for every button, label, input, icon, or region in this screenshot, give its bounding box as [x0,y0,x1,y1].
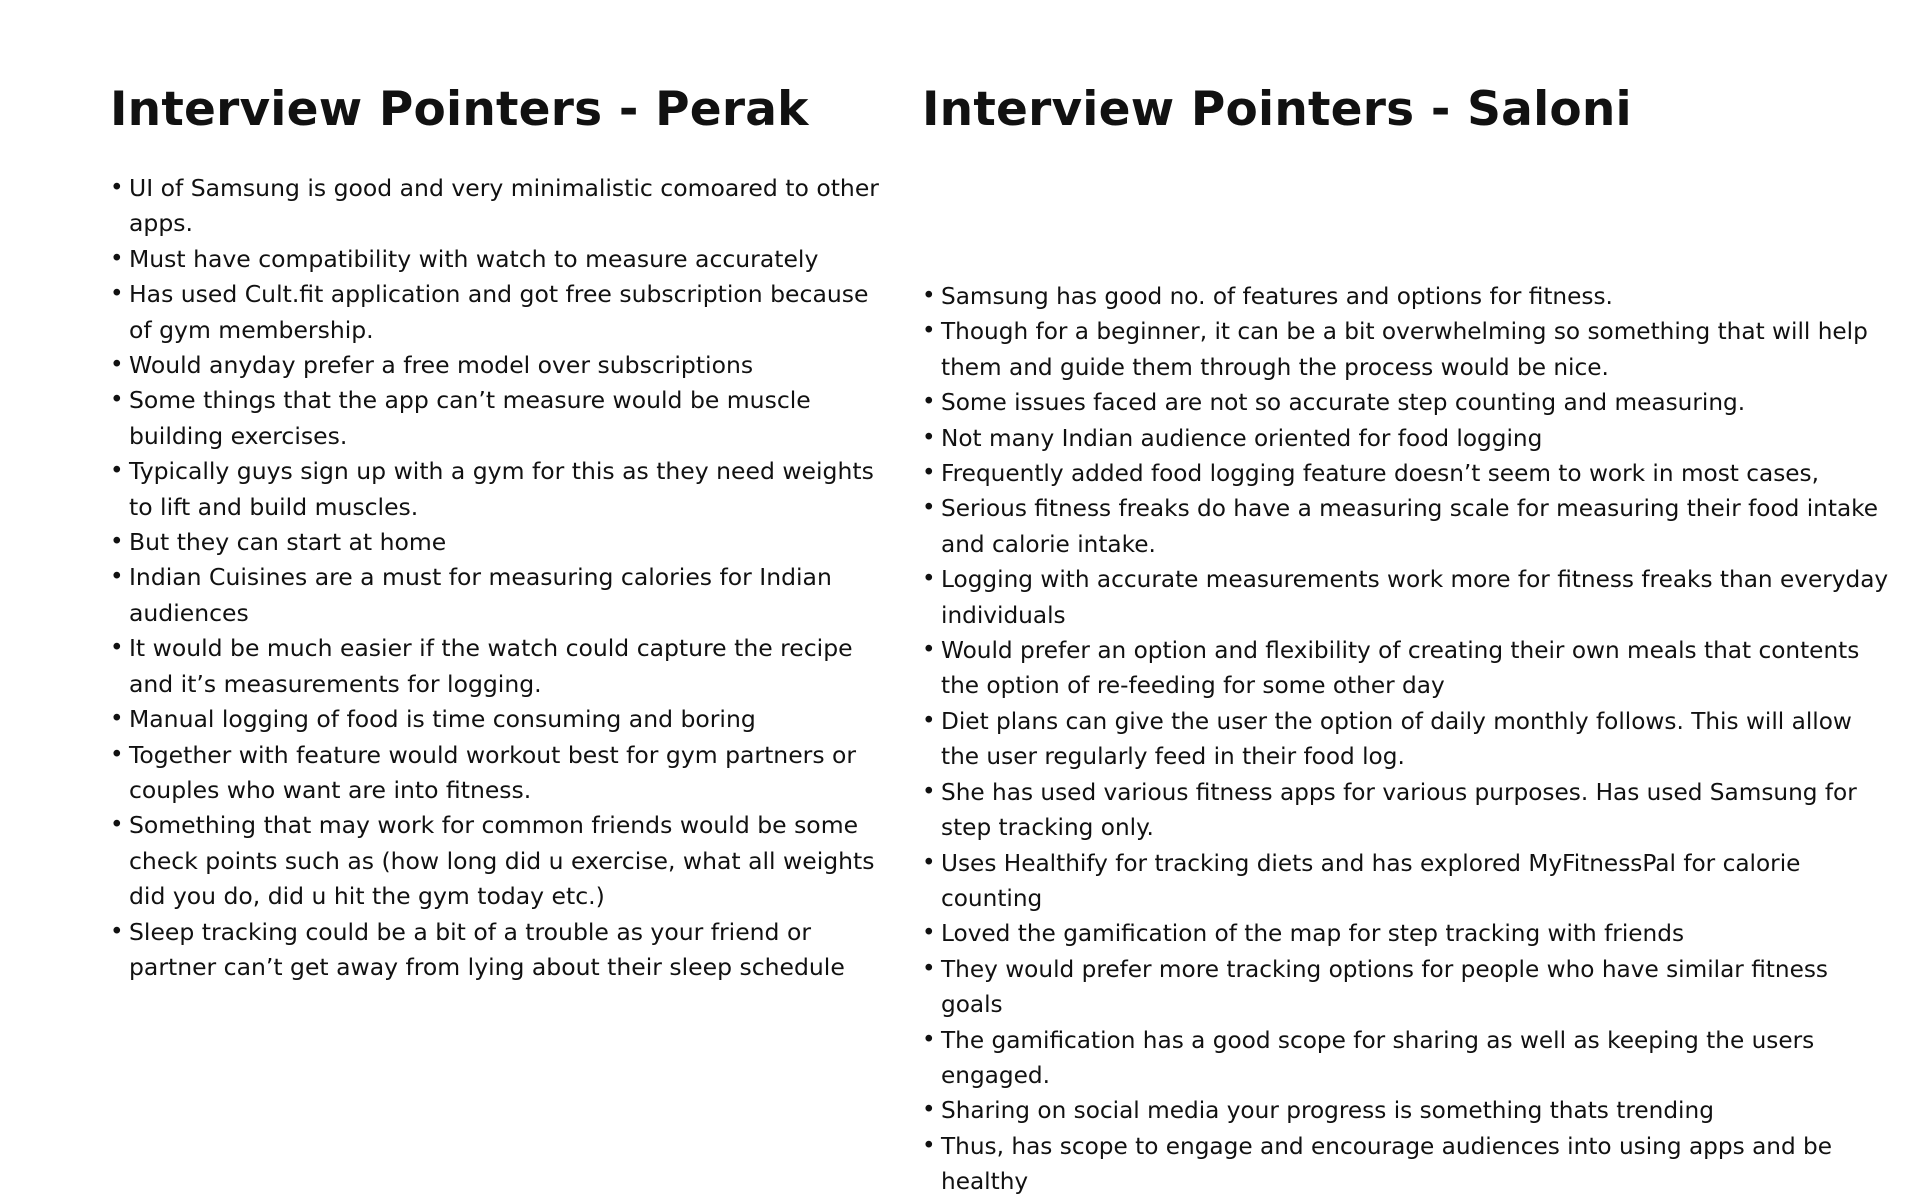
list-item [922,952,1897,1023]
pointer-text: Must have compatibility with watch to measure accurately [129,244,819,273]
bullet-icon: • [110,741,124,768]
list-item [922,491,1897,562]
bullet-icon: • [110,635,124,662]
pointer-text: Something that may work for common friends would be some check points such as (how long did u exercise, what all weights did you do, did u hit the gym today etc.) [129,811,875,911]
bullet-icon: • [110,529,124,556]
list-item [922,1023,1897,1094]
pointer-text: Manual logging of food is time consuming and boring [129,705,756,734]
bullet-icon: • [922,1097,936,1124]
list-item [110,171,890,242]
pointer-text: Logging with accurate measurements work more for fitness freaks than everyday individuals [941,566,1889,629]
list-item [110,915,890,986]
pointer-text: Thus, has scope to engage and encourage audiences into using apps and be healthy [941,1132,1833,1196]
list-item [110,454,890,525]
bullet-icon: • [110,175,124,201]
pointer-text: Together with feature would workout best for gym partners or couples who want are into fitness. [129,740,857,804]
list-item [922,421,1897,456]
bullet-icon: • [922,318,936,345]
list-item [110,702,890,737]
bullet-icon: • [922,849,936,876]
bullet-icon: • [922,389,936,416]
bullet-icon: • [110,245,124,272]
bullet-icon: • [110,706,124,733]
pointer-text: Would anyday prefer a free model over subscriptions [129,351,754,380]
bullet-icon: • [922,637,936,664]
pointer-text: UI of Samsung is good and very minimalistic comoared to other apps. [129,174,879,238]
bullet-icon: • [110,281,124,308]
list-item [922,456,1897,491]
pointer-text: Samsung has good no. of features and options for fitness. [941,283,1613,310]
list-item [110,348,890,383]
pointer-text: Uses Healthify for tracking diets and has explored MyFitnessPal for calorie counting [941,849,1801,912]
pointer-text: Some things that the app can’t measure would be muscle building exercises. [129,386,811,450]
bullet-icon: • [922,707,936,734]
pointer-text: Not many Indian audience oriented for food logging [941,424,1543,452]
pointer-text: Typically guys sign up with a gym for this as they need weights to lift and build muscles. [129,457,874,521]
list-item [922,775,1897,846]
saloni-title: Interview Pointers - Saloni [922,82,1632,137]
bullet-icon: • [922,1026,936,1053]
bullet-icon: • [110,812,124,839]
bullet-icon: • [922,566,936,593]
list-item [110,242,890,277]
list-item [922,1129,1897,1200]
pointer-text: Serious fitness freaks do have a measuring scale for measuring their food intake and calorie intake. [941,495,1879,558]
saloni-pointer-list [922,279,1897,1200]
perak-section [110,78,890,981]
perak-title: Interview Pointers - Perak [110,82,809,137]
bullet-icon: • [110,352,124,379]
bullet-icon: • [922,283,936,309]
list-item [922,633,1897,704]
pointer-text: The gamification has a good scope for sharing as well as keeping the users engaged. [941,1026,1815,1089]
bullet-icon: • [922,920,936,947]
list-item [110,383,890,454]
list-item [922,562,1897,633]
pointer-text: She has used various fitness apps for various purposes. Has used Samsung for step tracking only. [941,778,1857,842]
bullet-icon: • [110,564,124,591]
list-item [922,279,1897,314]
pointer-text: Indian Cuisines are a must for measuring calories for Indian audiences [129,563,832,627]
saloni-section [922,78,1897,1196]
list-item [110,560,890,631]
perak-pointer-list [110,171,890,985]
list-item [110,631,890,702]
pointer-text: Diet plans can give the user the option of daily monthly follows. This will allow the user regularly feed in their food log. [941,707,1852,771]
list-item [110,808,890,914]
list-item [922,385,1897,420]
bullet-icon: • [922,460,936,487]
pointer-text: Would prefer an option and flexibility of creating their own meals that contents the option of re-feeding for some other day [941,637,1860,700]
pointer-text: Loved the gamification of the map for step tracking with friends [941,920,1685,948]
list-item [922,314,1897,385]
pointer-text: Sharing on social media your progress is something thats trending [941,1097,1714,1125]
pointer-text: Sleep tracking could be a bit of a trouble as your friend or partner can’t get away from lying about their sleep schedule [129,917,845,981]
list-item [110,277,890,348]
list-item [922,1093,1897,1128]
pointer-text: But they can start at home [129,528,447,557]
list-item [922,704,1897,775]
bullet-icon: • [110,458,124,485]
list-item [922,916,1897,951]
list-item [110,738,890,809]
bullet-icon: • [922,495,936,522]
list-item [922,846,1897,917]
bullet-icon: • [922,778,936,805]
pointer-text: Has used Cult.fit application and got free subscription because of gym membership. [129,280,869,344]
bullet-icon: • [110,387,124,414]
list-item [110,525,890,560]
pointer-text: It would be much easier if the watch could capture the recipe and it’s measurements for logging. [129,634,853,698]
bullet-icon: • [922,424,936,451]
pointer-text: They would prefer more tracking options for people who have similar fitness goals [941,955,1829,1019]
bullet-icon: • [922,1132,936,1159]
pointer-text: Frequently added food logging feature doesn’t seem to work in most cases, [941,460,1820,488]
bullet-icon: • [922,955,936,982]
pointer-text: Though for a beginner, it can be a bit overwhelming so something that will help them and guide them through the process would be nice. [941,318,1868,381]
pointer-text: Some issues faced are not so accurate step counting and measuring. [941,389,1746,417]
bullet-icon: • [110,918,124,945]
